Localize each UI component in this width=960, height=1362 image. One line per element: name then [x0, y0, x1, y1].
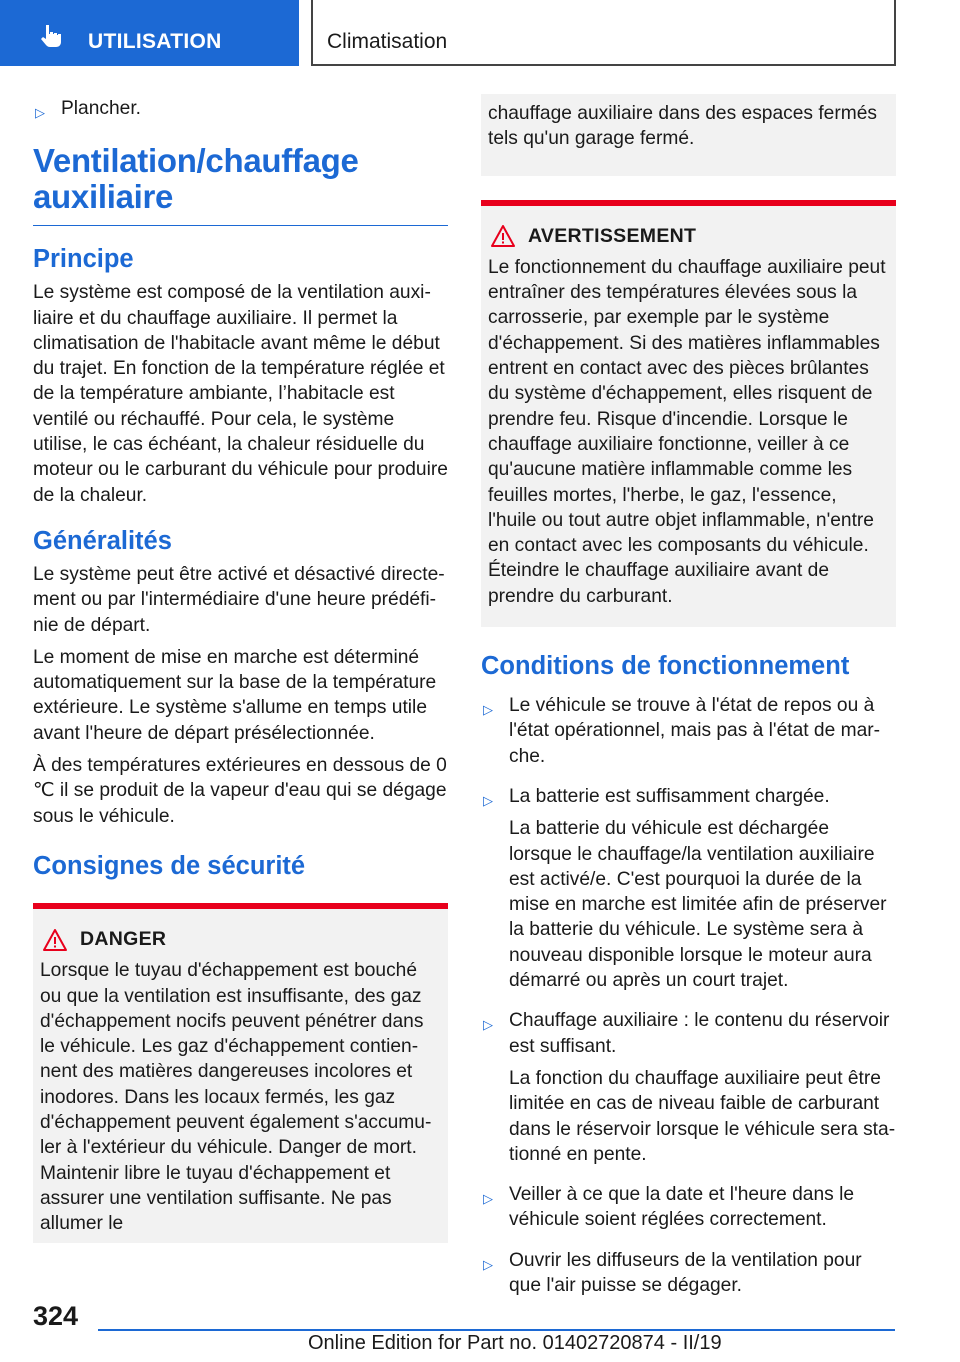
triangle-bullet-icon: ▷ — [483, 1017, 493, 1033]
footer-divider — [98, 1329, 895, 1331]
danger-title: DANGER — [40, 927, 441, 952]
danger-box-continued: chauffage auxiliaire dans des espaces fermés tels qu'un garage fermé. — [481, 94, 896, 176]
chapter-label: Climatisation — [327, 30, 448, 53]
warning-triangle-icon — [42, 928, 68, 952]
left-column — [33, 96, 448, 1243]
triangle-bullet-icon: ▷ — [483, 1191, 493, 1207]
list-item: ▷ Le véhicule se trouve à l'état de repos ou à l'état opérationnel, mais pas à l'état de marche. — [481, 693, 896, 776]
section-tab[interactable] — [0, 0, 299, 66]
list-item: ▷ Veiller à ce que la date et l'heure dans le véhicule soient réglées correctement. — [481, 1182, 896, 1240]
heading-generalites: Généralités — [33, 526, 172, 555]
triangle-bullet-icon: ▷ — [35, 105, 45, 120]
page-header — [0, 0, 960, 66]
heading-conditions: Conditions de fonctionnement — [481, 652, 850, 681]
warning-section — [481, 200, 896, 627]
generalites-p1: Le système peut être activé et désactivé directement ou par l'intermédiaire d'une heure prédéfinie de départ. — [33, 563, 445, 636]
hand-pointer-icon — [38, 23, 64, 49]
generalites-p3: À des températures extérieures en dessous de 0 ℃ il se produit de la vapeur d'eau qui se dégage sous le véhicule. — [33, 755, 447, 827]
heading-consignes: Consignes de sécurité — [33, 851, 306, 880]
page-title: Ventilation/chauffage auxiliaire — [33, 143, 448, 226]
principe-text: Le système est composé de la ventilation auxiliaire et du chauffage auxiliaire. Il permet la climatisation de l'habitacle avant même le début du trajet. En fonction de la température réglée et de la température ambiante, l’habitacle est ventilé ou réchauffé. Pour cela, le système utilise, le cas échéant, la chaleur résiduelle du moteur ou le carburant du véhicule pour produire de la chaleur. — [33, 282, 448, 506]
warning-box — [481, 200, 896, 627]
list-item: ▷ Chauffage auxiliaire : le contenu du réservoir est suffisant. La fonction du chauffage auxiliaire peut être limitée en cas de niveau faible de carburant dans le réservoir lorsque le véhicule sera stationné en pente. — [481, 1008, 896, 1174]
triangle-bullet-icon: ▷ — [483, 1256, 493, 1272]
list-item: ▷ Plancher. — [33, 96, 448, 125]
list-item: ▷ Ouvrir les diffuseurs de la ventilation pour que l'air puisse se dégager. — [481, 1248, 896, 1306]
section-label: UTILISATION — [88, 30, 222, 53]
list-item: ▷ La batterie est suffisamment chargée. La batterie du véhicule est déchargée lorsque le chauffage/la ventilation auxiliaire est activé/e. C'est pourquoi la durée de la mise en marche est limitée afin de préserver la batterie du véhicule. Le système sera à nouveau disponible lorsque le moteur aura démarré ou après un court trajet. — [481, 784, 896, 1000]
right-column — [481, 96, 896, 1313]
triangle-bullet-icon: ▷ — [483, 792, 493, 808]
chapter-tab — [311, 0, 896, 66]
warning-triangle-icon — [490, 224, 516, 248]
danger-text: Lorsque le tuyau d'échappement est bouché ou que la ventilation est insuffisante, des gaz d'échappement nocifs peuvent pénétrer dans le véhicule. Les gaz d'échappement contiennent des matières dangereuses incolores et inodores. Dans les locaux fermés, les gaz d'échappement peuvent également s'accumuler à l'extérieur du véhicule. Danger de mort. Maintenir libre le tuyau d'échappement et assurer une ventilation suffisante. Ne pas allumer le — [40, 960, 432, 1235]
page-number: 324 — [33, 1301, 79, 1331]
danger-box — [33, 903, 448, 1243]
triangle-bullet-icon: ▷ — [483, 702, 493, 718]
warning-text: Le fonctionnement du chauffage auxiliaire peut entraîner des températures élevées sous la carrosserie, par exemple par le système d'échappement. Si des matières inflammables entrent en contact avec des pièces brûlantes du système d'échappement, elles risquent de prendre feu. Risque d'incendie. Lorsque le chauffage auxiliaire fonctionne, veiller à ce qu'aucune matière inflammable comme les feuilles mortes, l'herbe, le gaz, l'essence, l'huile ou tout autre objet inflammable, n'entre en contact avec les composants du véhicule. Éteindre le chauffage auxiliaire avant de prendre du carburant. — [488, 256, 886, 607]
heading-principe: Principe — [33, 245, 134, 274]
generalites-p2: Le moment de mise en marche est déterminé automatiquement sur la base de la température extérieure. Le système s'allume en temps utile avant l'heure de départ présélectionnée. — [33, 646, 437, 744]
warning-title: AVERTISSEMENT — [488, 224, 889, 249]
footer-edition: Online Edition for Part no. 01402720874 - II/19 — [308, 1332, 722, 1354]
